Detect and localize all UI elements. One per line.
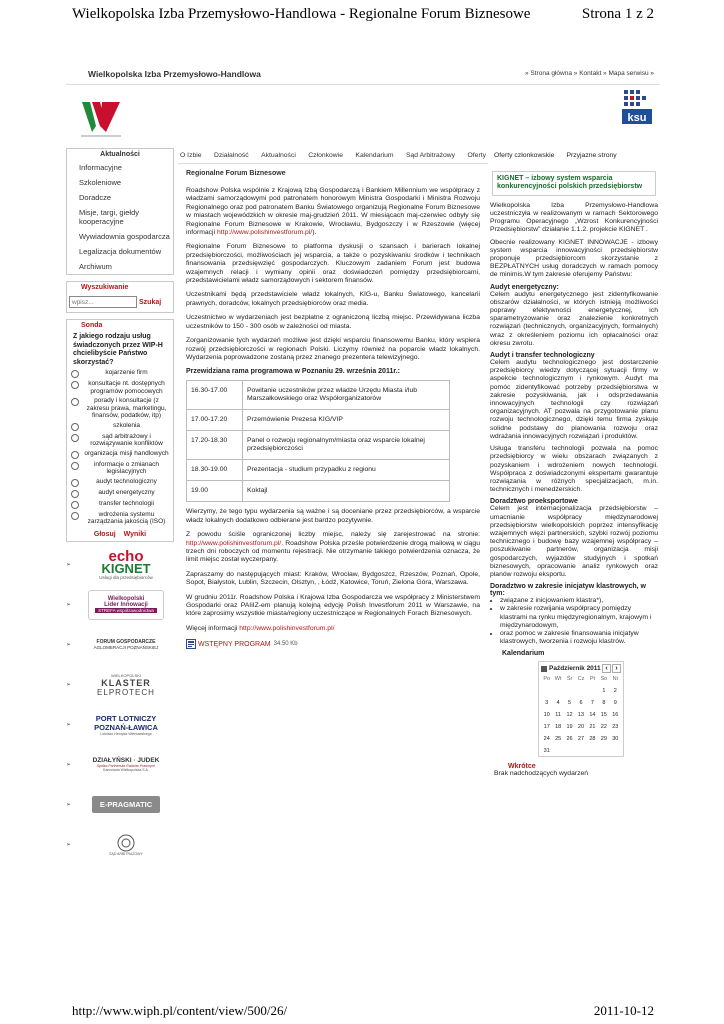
cluster-list [500, 597, 658, 646]
banner-sad-arbitrazowy[interactable]: ➢ SĄD ARBITRAŻOWY [66, 828, 174, 862]
arrow-icon: ➢ [66, 842, 72, 848]
next-month-button[interactable]: › [612, 664, 621, 673]
poll-option[interactable]: sąd arbitrażowy i rozwiązywanie konfliktów [67, 433, 173, 448]
radio-button[interactable] [71, 462, 79, 470]
right-paragraph: Wielkopolska Izba Przemysłowo-Handlowa uczestniczyła w realizowanym w ramach Sektorowego Programu Operacyjnego „Wzrost Konkurencyjności Przedsiębiorstw" działanie 1.1.2. projekcie KIGNET . [490, 201, 658, 234]
calendar-day[interactable]: 24 [543, 736, 550, 743]
menu-item-wywiadownia[interactable]: Wywiadownia gospodarcza [79, 232, 170, 241]
list-item: • w zakresie rozwijania współpracy pomiędzy klastrami na rynku międzyregionalnym, krajowym i międzynarodowym, [500, 605, 658, 630]
poll-option[interactable]: organizacja misji handlowych [67, 450, 173, 459]
forum-link[interactable]: http://www.polishinvestforum.pl/ [216, 229, 313, 237]
sidebar [66, 148, 174, 868]
calendar-day[interactable]: 30 [612, 736, 619, 743]
article-paragraph: Uczestnictwo w wydarzeniach jest bezpłatne z ograniczoną liczbą miejsc. Przewidywana liczba uczestników to 150 - 300 osób w zależności od miasta. [186, 314, 480, 330]
list-item: • oraz pomoc w zakresie finansowania inicjatyw klastrowych, tworzenia i rozwoju klastrów. [500, 630, 658, 646]
calendar-grid [541, 676, 621, 754]
calendar-day[interactable]: 10 [543, 712, 550, 719]
menu-item-misje[interactable]: Misje, targi, giełdy kooperacyjne [79, 208, 140, 226]
download-size: 34.50 Kb [273, 641, 298, 648]
site-name: Wielkopolska Izba Przemysłowo-Handlowa [88, 68, 261, 79]
article-paragraph: Regionalne Forum Biznesowe to platforma dyskusji o szansach i barierach lokalnej przedsiębiorczości, możliwościach jej wsparcia, a także o pozyskiwaniu środków i technikach finansowania przedsięwzięć gospodarczych. Kluczowym zadaniem Forum jest budowa wzajemnych relacji i wymiany opinii oraz doświadczeń pomiędzy przedsiębiorcami, przedstawicielami władz samorządowych i sektorem finansów. [186, 243, 480, 285]
calendar-day [552, 748, 563, 754]
radio-button[interactable] [71, 479, 79, 487]
calendar-day[interactable]: 18 [555, 724, 562, 731]
radio-button[interactable] [71, 512, 79, 520]
calendar [538, 661, 624, 757]
calendar-day[interactable]: 21 [589, 724, 596, 731]
weekday-header: Cz [577, 676, 585, 683]
weekday-header: Ni [612, 676, 618, 683]
document-icon [186, 639, 196, 649]
calendar-day [587, 748, 598, 754]
ksu-text: ksu [627, 112, 647, 124]
poll-box [66, 319, 174, 542]
wiph-logo[interactable] [80, 96, 122, 138]
calendar-day[interactable]: 15 [600, 712, 607, 719]
menu-item-archiwum[interactable]: Archiwum [79, 262, 112, 271]
calendar-day [541, 688, 552, 694]
radio-button[interactable] [71, 501, 79, 509]
print-url: http://www.wiph.pl/content/view/500/26/ [72, 1003, 288, 1018]
calendar-day[interactable]: 27 [577, 736, 585, 743]
upcoming-text: Brak nadchodzących wydarzeń [494, 770, 589, 778]
prev-month-button[interactable]: ‹ [602, 664, 611, 673]
menu-item-szkoleniowe[interactable]: Szkoleniowe [79, 178, 122, 187]
download-label[interactable]: WSTĘPNY PROGRAM [198, 640, 271, 648]
vote-button[interactable]: Głosuj [93, 530, 116, 538]
banner-echo-kignet[interactable]: ➢ echo KIGNET Usługi dla przedsiębiorców [66, 547, 153, 580]
right-paragraph: Usługa transferu technologii pozwala na pomoc przedsiębiorcy w wielu obszarach związanych z pozyskaniem i wdrożeniem nowych technologii. Współpraca z doświadczonymi ekspertami gwarantuje rozwiązania w różnych specjalizacjach, m.in. technicznych i menedżerskich. [490, 445, 658, 494]
calendar-day[interactable]: 22 [600, 724, 607, 731]
calendar-day[interactable]: 25 [555, 736, 562, 743]
calendar-day[interactable]: 20 [577, 724, 585, 731]
radio-button[interactable] [71, 423, 79, 431]
nav-dzialalnosc[interactable]: Działalność [213, 152, 249, 159]
arrow-icon: ➢ [66, 762, 72, 768]
calendar-day[interactable]: 5 [568, 700, 572, 707]
print-page-number: Strona 1 z 2 [581, 6, 654, 22]
nav-o-izbie[interactable]: O Izbie [180, 152, 202, 159]
calendar-day[interactable]: 11 [555, 712, 561, 719]
table-row: 16.30-17.00 Powitanie uczestników przez władze Urzędu Miasta i/lub Marszałkowskiego oraz Współorganizatorów [187, 381, 450, 410]
calendar-day[interactable]: 14 [589, 712, 596, 719]
calendar-day [587, 688, 598, 694]
banner-forum-gospodarcze[interactable]: ➢ FORUM GOSPODARCZE AGLOMERACJI POZNAŃSKIEJ [66, 639, 159, 650]
calendar-day[interactable]: 1 [602, 688, 606, 695]
radio-button[interactable] [71, 370, 79, 378]
calendar-day [552, 688, 563, 694]
calendar-day[interactable]: 23 [612, 724, 619, 731]
right-paragraph: Celem jest internacjonalizacja przedsiębiorstw – umacnianie współpracy międzynarodowej przedsiębiorstw wielkopolskich poprzez intensyfikację wzajemnych więzi partnerskich, szybki rozwój poziomu technicznego i budowę bazy wzajemnej współpracy – poszukiwanie partnerów, organizacja misji gospodarczych, wyjazdów studyjnych i spotkań biznesowych, opracowanie analiz rynkowych oraz planów rozwoju eksportu. [490, 505, 658, 578]
right-heading: Audyt energetyczny: [490, 283, 559, 291]
calendar-day[interactable]: 26 [566, 736, 573, 743]
poll-option[interactable]: audyt technologiczny [67, 478, 173, 487]
calendar-day[interactable]: 12 [566, 712, 573, 719]
menu-item-doradcze[interactable]: Doradcze [79, 193, 112, 202]
print-title: Wielkopolska Izba Przemysłowo-Handlowa - Regionalne Forum Biznesowe [72, 6, 531, 22]
calendar-day[interactable]: 6 [579, 700, 583, 707]
weekday-header: So [600, 676, 608, 683]
radio-button[interactable] [71, 398, 79, 406]
poll-option[interactable]: konsultacje nt. dostępnych programów pomocowych [67, 380, 173, 395]
radio-button[interactable] [71, 490, 79, 498]
nav-przyjazne-strony[interactable]: Przyjazne strony [566, 152, 617, 159]
calendar-day[interactable]: 16 [612, 712, 619, 719]
news-menu [66, 148, 174, 275]
right-heading: Doradztwo proeksportowe [490, 498, 578, 506]
calendar-day[interactable]: 9 [613, 700, 617, 707]
print-footer [72, 1003, 654, 1021]
weekday-header: Śr [566, 676, 573, 683]
weekday-header: Wt [554, 676, 562, 683]
calendar-day[interactable]: 4 [556, 700, 560, 707]
calendar-icon [541, 666, 547, 672]
calendar-box [492, 650, 654, 777]
poll-question: Z jakiego rodzaju usług świadczonych przez WIP-H chcielibyście Państwo skorzystać? [73, 333, 163, 366]
weekday-header: Pt [589, 676, 596, 683]
search-button[interactable]: Szukaj [139, 298, 162, 306]
nav-aktualnosci[interactable]: Aktualności [261, 152, 296, 159]
ksu-logo[interactable] [622, 90, 652, 124]
search-input[interactable] [69, 296, 137, 308]
weekday-header: Po [543, 676, 551, 683]
poll-option[interactable]: porady i konsultacje (z zakresu prawa, marketingu, finansów, podatków, itp) [67, 397, 173, 420]
calendar-day [564, 688, 575, 694]
kignet-title: KIGNET – izbowy system wsparcia konkurencyjności polskich przedsiębiorstw [497, 175, 643, 191]
print-date: 2011-10-12 [593, 1003, 654, 1018]
main-nav [178, 148, 488, 164]
banner-e-pragmatic[interactable]: ➢ E-PRAGMATIC [66, 788, 174, 822]
results-button[interactable]: Wyniki [123, 530, 147, 538]
menu-item-legalizacja[interactable]: Legalizacja dokumentów [79, 247, 162, 256]
list-item: • związane z inicjowaniem klastra*), [500, 597, 658, 605]
nav-czlonkowie[interactable]: Członkowie [308, 152, 344, 159]
kignet-box [492, 171, 656, 196]
table-row: 18.30-19.00 Prezentacja - studium przypadku z regionu [187, 460, 450, 481]
arrow-icon: ➢ [66, 642, 72, 648]
banner-klaster-elprotech[interactable]: ➢ WIELKOPOLSKI KLASTER ELPROTECH [66, 672, 155, 697]
calendar-day [575, 748, 586, 754]
program-title: Przewidziana rama programowa w Poznaniu 29. września 2011r.: [186, 368, 400, 376]
arrow-icon: ➢ [66, 602, 72, 608]
poll-option[interactable]: transfer technologii [67, 500, 173, 509]
calendar-day[interactable]: 17 [543, 724, 550, 731]
nav-oferty[interactable]: Oferty [467, 152, 486, 159]
arrow-icon: ➢ [66, 682, 72, 688]
nav-kalendarium[interactable]: Kalendarium [355, 152, 394, 159]
right-paragraph: Celem audytu energetycznego jest zidentyfikowanie obszarów działalności, w których istnieją możliwości poprawy efektywności energetycznej, ich sparametryzowanie oraz znalezienie konkretnych rozwiązań (technicznych, organizacyjnych, formalnych) wraz z określeniem poziomu ich opłacalności oraz okresu zwrotu. [490, 290, 658, 347]
calendar-title: Kalendarium [502, 650, 545, 658]
right-paragraph: Celem audytu technologicznego jest dostarczenie przedsiębiorcy wiedzy dotyczącej sytuacji firmy w aspekcie technologicznym i rynkowym. Audyt ma pomóc zidentyfikować potrzeby przedsiębiorstwa w zakresie pozyskiwania, jak i odsprzedawania innowacyjnych technologii czy rozwiązań organizacyjnych. AT pozwala na przygotowanie planu rozwoju technologicznego, dzięki temu firma zyskuje solidne podstawy do planowania rozwoju oraz wdrażania innowacyjnych rozwiązań i produktów. [490, 359, 658, 440]
calendar-day [564, 748, 575, 754]
calendar-day[interactable]: 3 [545, 700, 549, 707]
table-row: 17.00-17.20 Przemówienie Prezesa KIG/VIP [187, 410, 450, 431]
top-bar [66, 63, 660, 85]
arrow-icon: ➢ [66, 802, 72, 808]
more-info-link[interactable]: http://www.polishinvestforum.pl/ [239, 624, 335, 632]
print-header [72, 6, 654, 24]
calendar-day[interactable]: 29 [600, 736, 607, 743]
poll-option[interactable]: informacje o zmianach legislacyjnych [67, 461, 173, 476]
right-heading: Audyt i transfer technologiczny [490, 352, 595, 360]
arrow-icon: ➢ [66, 722, 72, 728]
calendar-day[interactable]: 8 [602, 700, 606, 707]
nav-sad-arbitrazowy[interactable]: Sąd Arbitrażowy [405, 152, 456, 159]
calendar-day[interactable]: 28 [589, 736, 596, 743]
calendar-day[interactable]: 31 [543, 748, 550, 755]
poll-option[interactable]: szkolenia [67, 422, 173, 431]
article-paragraph: Uczestnikami będą przedstawiciele władz lokalnych, KIG-u, Banku Światowego, kancelarii prawnych, doradców, lokalnych przedsiębiorców oraz media. [186, 291, 480, 307]
banner-dzialynski-judek[interactable]: ➢ DZIAŁYŃSKI · JUDEK Spółka Partnerska Radców Prawnych Kancelaria Wielkopolska S.A. [66, 757, 160, 772]
program-download[interactable] [186, 639, 480, 649]
calendar-day [598, 748, 609, 754]
calendar-day [575, 688, 586, 694]
table-row: 17.20-18.30 Panel o rozwoju regionalnym/miasta oraz wsparcie lokalnej przedsiębiorczości [187, 431, 450, 460]
radio-button[interactable] [71, 381, 79, 389]
right-paragraph: Obecnie realizowany KIGNET INNOWACJE - izbowy system wsparcia innowacyjności przedsiębiorstw proponuje przedsiębiorcom skorzystanie z BEZPŁATNYCH usług doradczych w ramach pomocy de minimis.W tym zakresie oferujemy Państwu: [490, 238, 658, 279]
article-paragraph: Zapraszamy do następujących miast: Kraków, Wrocław, Bydgoszcz, Rzeszów, Poznań, Opole, Sopot, Białystok, Lublin, Szczecin, Olsztyn, , Łódź, Katowice, Toruń, Zielona Góra, Warszawa. [186, 570, 480, 587]
program-table [186, 380, 450, 502]
search-box [66, 281, 174, 313]
arrow-icon: ➢ [66, 562, 72, 568]
nav-oferty-czlonkowskie[interactable]: Oferty członkowskie [494, 152, 555, 159]
register-link[interactable]: http://www.polishinvestforum.pl/ [186, 539, 282, 547]
radio-button[interactable] [71, 434, 79, 442]
right-column [488, 171, 658, 777]
poll-title: Sonda [81, 322, 103, 329]
article-title: Regionalne Forum Biznesowe [186, 170, 286, 177]
article-paragraph: Wierzymy, że tego typu wydarzenia są ważne i są doceniane przez przedsiębiorców, a wsparcie władz lokalnych dodatkowo odbierane jest bardzo pozytywnie. [186, 508, 480, 524]
banner-port-lotniczy[interactable]: ➢ PORT LOTNICZY POZNAŃ-ŁAWICA Lotnisko Henryka Wieniawskiego [66, 713, 158, 736]
article-paragraph: Roadshow Polska wspólnie z Krajową Izbą Gospodarczą i Bankiem Millennium we współpracy z władzami samorządowymi pod patronatem honorowym Ministra Gospodarki i Ministra Rozwoju Regionalnego oraz pod patronatem Banku Światowego organizują Regionalne Forum Biznesowe w miastach wojewódzkich w okresie maj-grudzień 2011. W miesiącach maj-czerwiec odbyły się Regionalne Forum Biznesowe w Krakowie, Wrocławiu, Bydgoszczy i w Rzeszowie (więcej informacji http://www.polishinvestforum.pl/). [186, 187, 480, 237]
upcoming-title: Wkrótce [508, 763, 536, 771]
calendar-day[interactable]: 19 [566, 724, 573, 731]
article-paragraph: Z powodu ściśle ograniczonej liczby miejsc, należy się zarejestrować na stronie: http://www.polishinvestforum.pl/. Roadshow Polska prześle potwierdzenie drogą mailową w ciągu trzech dni roboczych od momentu rejestracji. Nie otrzymanie takiego potwierdzenia oznacza, że limit miejsc został wyczerpany. [186, 531, 480, 564]
calendar-month: Październik 2011 [549, 665, 601, 673]
poll-option[interactable]: kojarzenie firm [67, 369, 173, 378]
banner-lider-innowacji[interactable]: ➢ Wielkopolski Lider Innowacji STREFA współzawodnictwa [66, 588, 174, 622]
calendar-day[interactable]: 13 [577, 712, 585, 719]
search-title: Wyszukiwanie [81, 284, 129, 291]
article-paragraph: Zorganizowanie tych wydarzeń możliwe jest dzięki wsparciu finansowemu Banku, który wspiera rozwój przedsiębiorczości w regionach Polski. Liczymy również na poparcie władz lokalnych. Wydarzenia poprowadzone zostaną przez znanego prezentera telewizyjnego. [186, 337, 480, 361]
article-paragraph: Więcej informacji http://www.polishinvestforum.pl/ [186, 624, 335, 632]
calendar-day [610, 748, 621, 754]
seal-icon [117, 834, 135, 852]
top-links[interactable]: » Strona główna » Kontakt » Mapa serwisu » [525, 70, 654, 77]
calendar-day[interactable]: 7 [590, 700, 594, 707]
article-paragraph: W grudniu 2011r. Roadshow Polska i Krajowa Izba Gospodarcza we współpracy z Ministerstwem Gospodarki oraz PAIiIZ-em planują kolejną edycję Polish Investforum 2011 w Warszawie, na które zaprosimy wszystkie miasta/regiony uczestniczące w Regionalnych Forach Biznesowych. [186, 593, 480, 618]
web-page [66, 63, 660, 903]
menu-item-informacyjne[interactable]: Informacyjne [79, 163, 122, 172]
calendar-day[interactable]: 2 [613, 688, 617, 695]
poll-option[interactable]: wdrożenia systemu zarządzania jakością (ISO) [67, 511, 173, 526]
poll-option[interactable]: audyt energetyczny [67, 489, 173, 498]
table-row: 19.00 Koktajl [187, 481, 450, 502]
right-heading: Doradztwo w zakresie inicjatyw klastrowych, w tym: [490, 583, 646, 598]
radio-button[interactable] [71, 451, 79, 459]
news-menu-title: Aktualności [100, 151, 140, 158]
